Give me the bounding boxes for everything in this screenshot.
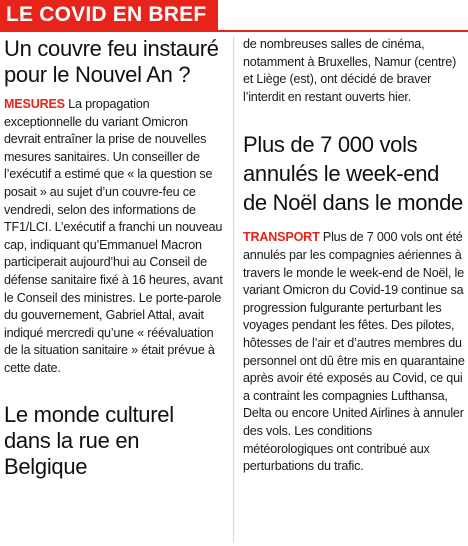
section-title: LE COVID EN BREF — [0, 0, 218, 30]
headline-curfew: Un couvre feu instauré pour le Nouvel An ? — [4, 36, 219, 87]
article-curfew-text: La propagation exceptionnelle du variant Omicron devrait entraîner la prise de nouvelles mesures sanitaires. Un conseiller de l’exécutif a estimé que « la question se posait » au sujet d’un couvre-feu ce vendredi, selon des informations de TF1/LCI. L’exécutif a franchi un nouveau cap, indiquant qu’Emmanuel Macron participerait aujourd’hui au Conseil de défense sanitaire fixé à 16 heures, avant le Conseil des ministres. Le porte-parole du gouvernement, Gabriel Attal, avait indiqué mercredi qu’une « réévaluation de la situation sanitaire » était prévue à cette date. — [4, 97, 223, 375]
headline-culture-belgium: Le monde culturel dans la rue en Belgique — [4, 401, 174, 479]
article-flights-text: Plus de 7 000 vols ont été annulés par les compagnies aériennes à travers le monde le week-end de Noël, le variant Omicron du Covid-19 continue sa progression fulgurante perturbant les voyages pendant les fêtes. Des pilotes, hôtesses de l’air et d’autres membres du personnel ont dû être mis en quarantaine après avoir été exposés au Covid, ce qui a contraint les compagnies Lufthansa, Delta ou encore United Airlines à annuler des vols. Les conditions météorologiques ont contribué aux perturbations du trafic. — [243, 230, 465, 474]
headline-flights: Plus de 7 000 vols annulés le week-end de Noël dans le monde — [243, 132, 463, 216]
article-flights-body — [243, 229, 465, 475]
article-curfew-body — [4, 96, 224, 378]
kicker-transport: TRANSPORT — [243, 230, 320, 245]
left-column — [4, 36, 224, 480]
rubric-rule — [0, 30, 468, 32]
kicker-mesures: MESURES — [4, 97, 65, 111]
section-rubric — [0, 0, 218, 30]
article-culture-continued: de nombreuses salles de cinéma, notamment à Bruxelles, Namur (centre) et Liège (est), ont décidé de braver l’interdit en restant ouverts hier. — [243, 37, 457, 104]
right-column — [243, 36, 465, 476]
column-divider — [233, 36, 234, 542]
